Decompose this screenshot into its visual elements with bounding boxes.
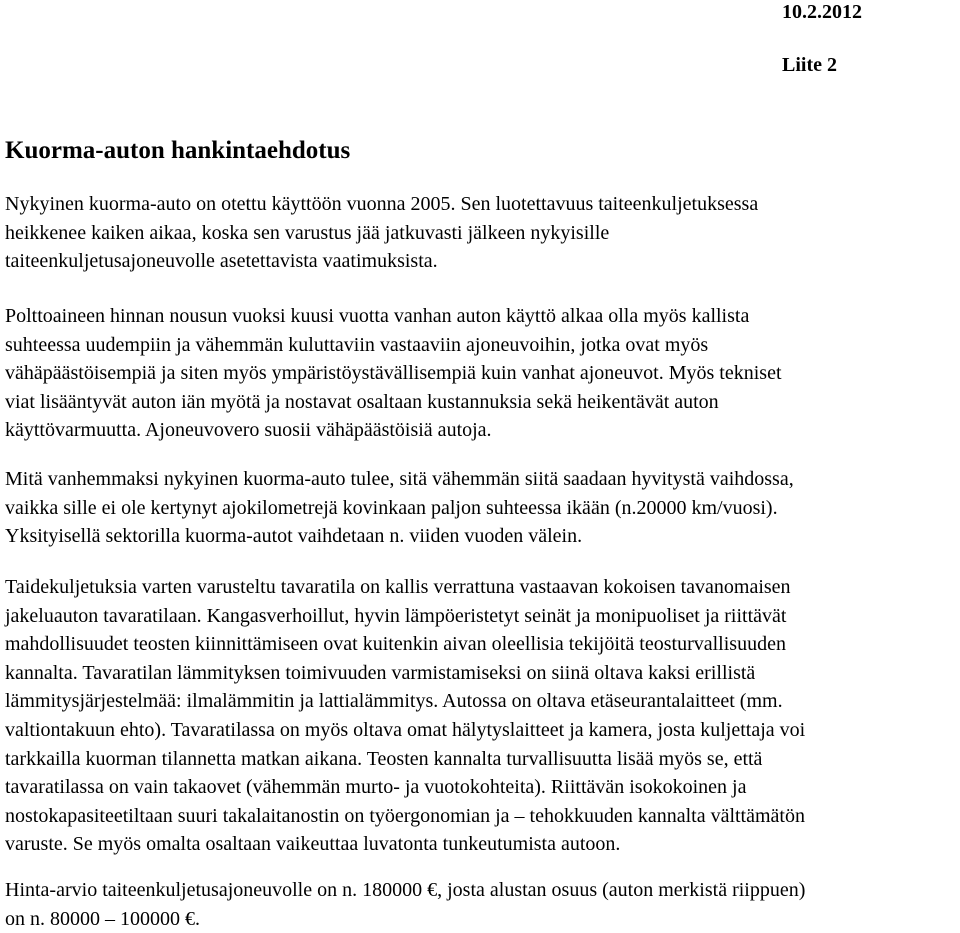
paragraph-current-truck [5, 190, 960, 276]
paragraph-line: suhteessa uudempiin ja vähemmän kuluttaviin vastaaviin ajoneuvoihin, jotka ovat myös [5, 333, 709, 356]
paragraph-line: Mitä vanhemmaksi nykyinen kuorma-auto tulee, sitä vähemmän siitä saadaan hyvitystä vaihdossa, [5, 468, 794, 490]
paragraph-price-estimate [5, 876, 960, 933]
paragraph-fuel-costs [5, 302, 960, 445]
document-title: Kuorma-auton hankintaehdotus [5, 137, 351, 164]
paragraph-line: tavaratilassa on vain takaovet (vähemmän murto- ja vuotokohteita). Riittävän isokokoinen ja [5, 776, 747, 799]
paragraph-trade-in-value [5, 465, 960, 551]
paragraph-line: mahdollisuudet teosten kiinnittämiseen ovat kuitenkin aivan oleellisia tekijöitä teosturvallisuuden [5, 633, 786, 656]
paragraph-line: lämmitysjärjestelmää: ilmalämmitin ja lattialämmitys. Autossa on oltava etäseurantalaitteet (mm. [5, 690, 783, 713]
paragraph-line: vähäpäästöisempiä ja siten myös ympäristöystävällisempiä kuin vanhat ajoneuvot. Myös tekniset [5, 362, 782, 385]
paragraph-line: Yksityisellä sektorilla kuorma-autot vaihdetaan n. viiden vuoden välein. [5, 525, 583, 548]
paragraph-line: heikkenee kaiken aikaa, koska sen varustus jää jatkuvasti jälkeen nykyisille [5, 221, 610, 244]
paragraph-line: on n. 80000 – 100000 €. [5, 907, 200, 930]
paragraph-line: käyttövarmuutta. Ajoneuvovero suosii vähäpäästöisiä autoja. [5, 419, 492, 442]
paragraph-line: viat lisääntyvät auton iän myötä ja nostavat osaltaan kustannuksia sekä heikentävät auton [5, 390, 719, 413]
paragraph-line: Polttoaineen hinnan nousun vuoksi kuusi vuotta vanhan auton käyttö alkaa olla myös kallista [5, 305, 750, 327]
paragraph-line: kannalta. Tavaratilan lämmityksen toimivuuden varmistamiseksi on siinä oltava kaksi erillistä [5, 661, 756, 684]
attachment-label: Liite 2 [782, 54, 837, 76]
paragraph-cargo-space [5, 573, 960, 859]
paragraph-line: valtiontakuun ehto). Tavaratilassa on myös oltava omat hälytyslaitteet ja kamera, josta kuljettaja voi [5, 718, 806, 741]
paragraph-line: varuste. Se myös omalta osaltaan vaikeuttaa luvatonta tunkeutumista autoon. [5, 833, 621, 856]
document-date: 10.2.2012 [782, 1, 862, 23]
paragraph-line: Hinta-arvio taiteenkuljetusajoneuvolle on n. 180000 €, josta alustan osuus (auton merkistä riippuen) [5, 879, 806, 901]
paragraph-line: jakeluauton tavaratilaan. Kangasverhoillut, hyvin lämpöeristetyt seinät ja monipuoliset ja riittävät [5, 604, 787, 627]
paragraph-line: nostokapasiteetiltaan suuri takalaitanostin on työergonomian ja – tehokkuuden kannalta välttämätön [5, 804, 805, 827]
paragraph-line: taiteenkuljetusajoneuvolle asetettavista vaatimuksista. [5, 250, 438, 273]
paragraph-line: Nykyinen kuorma-auto on otettu käyttöön vuonna 2005. Sen luotettavuus taiteenkuljetuksessa [5, 193, 759, 215]
paragraph-line: tarkkailla kuorman tilannetta matkan aikana. Teosten kannalta turvallisuutta lisää myös se, että [5, 747, 763, 770]
paragraph-line: vaikka sille ei ole kertynyt ajokilometrejä kovinkaan paljon suhteessa ikään (n.20000 km/vuosi). [5, 496, 778, 519]
paragraph-line: Taidekuljetuksia varten varusteltu tavaratila on kallis verrattuna vastaavan kokoisen tavanomaisen [5, 576, 791, 598]
